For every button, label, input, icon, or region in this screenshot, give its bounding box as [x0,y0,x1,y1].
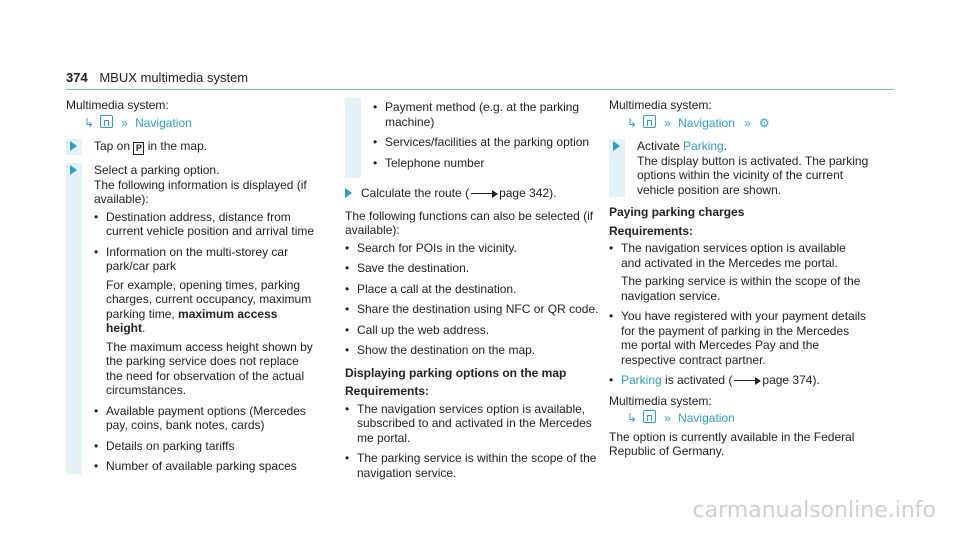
list-item-text: is activated ( [661,373,733,387]
double-chevron-icon: » [664,411,669,425]
page-reference[interactable]: page 342 [499,186,550,200]
function-list [345,241,600,358]
step-text: ). [549,186,557,200]
availability-note: The option is currently available in the Federal Republic of Germany. [609,429,855,458]
step-tap-parking [66,139,316,155]
continued-list-block [345,98,600,178]
list-item: • Save the destination. [345,261,600,276]
sub-text: . [142,321,146,335]
step-text: Activate [637,139,684,153]
requirements-label: Requirements: [609,223,694,238]
list-item: • You have registered with your payment details for the payment of parking in the Mercedes me portal with Mercedes Pay and the respective contract partner. [609,309,869,367]
list-item: • Show the destination on the map. [345,343,600,358]
list-item: • The parking service is within the scope of the navigation service. [345,451,600,480]
menu-path [66,115,316,131]
step-title: Select a parking option. [94,163,220,177]
menu-path [609,115,869,131]
home-icon [100,115,113,128]
step-triangle-icon [613,141,620,151]
list-item: • Place a call at the destination. [345,282,600,297]
step-description: The display button is activated. The parking options within the vicinity of the current vehicle position are shown. [637,153,869,197]
list-item: • Call up the web address. [345,323,600,338]
navigation-link[interactable]: Navigation [678,115,735,130]
sub-text: For example, opening times, parking charges, current occupancy, maximum parking time, [106,277,312,321]
step-text: Tap on [94,139,134,153]
section-heading: Displaying parking options on the map [345,365,567,380]
list-item: • Telephone number [373,156,600,171]
settings-gear-icon[interactable]: ⚙ [758,115,770,130]
list-item-sub [106,278,316,336]
list-item: • Payment method (e.g. at the parking machine) [373,100,600,129]
navigation-link[interactable]: Navigation [135,115,192,130]
page-ref-arrow-icon [471,193,497,194]
step-calculate-route [345,186,600,201]
return-arrow-icon: ↳ [627,411,638,425]
double-chevron-icon: » [744,115,749,130]
home-icon [643,410,656,423]
column-2 [345,98,600,486]
step-triangle-icon [70,141,77,151]
return-arrow-icon: ↳ [627,115,638,130]
list-item-text: Information on the multi-storey car park/car park [106,244,289,273]
home-icon [643,115,656,128]
list-item [94,245,316,398]
list-item [609,373,869,388]
list-item-sub: The parking service is within the scope of the navigation service. [621,274,861,303]
page-header-title: MBUX multimedia system [99,70,249,85]
return-arrow-icon: ↳ [84,115,95,130]
requirements-list [609,241,869,388]
list-item: • Services/facilities at the parking option [373,135,600,150]
step-text: . [723,139,728,153]
step-triangle-icon [345,188,352,198]
list-item: • Details on parking tariffs [94,439,316,454]
section-heading: Paying parking charges [609,205,745,219]
header-rule [66,89,894,90]
multimedia-system-label: Multimedia system: [66,98,169,112]
step-text: Calculate the route ( [361,186,470,200]
parking-link[interactable]: Parking [683,139,724,153]
info-list-continued [373,100,600,170]
multimedia-system-label: Multimedia system: [609,98,712,112]
list-item: • Share the destination using NFC or QR code. [345,302,600,317]
list-item: • Destination address, distance from current vehicle position and arrival time [94,210,316,239]
list-item: • The navigation services option is available, subscribed to and activated in the Mercedes me portal. [345,402,600,446]
list-item: • Available payment options (Mercedes pay, coins, bank notes, cards) [94,404,316,433]
requirements-label: Requirements: [345,384,430,398]
menu-path [609,410,869,426]
double-chevron-icon: » [121,115,126,130]
step-text: in the map. [144,139,208,153]
step-title [637,139,869,154]
parking-icon: P [133,142,144,155]
step-description: The following information is displayed (if available): [94,177,307,206]
step-activate-parking [609,139,869,197]
navigation-link[interactable]: Navigation [678,411,735,425]
list-item [609,241,869,303]
watermark: carmanualsonline.info [692,498,936,523]
page-ref-arrow-icon [734,380,760,381]
step-triangle-icon [70,165,77,175]
list-item-text: ). [812,373,820,387]
multimedia-system-label: Multimedia system: [609,393,712,408]
column-1 [66,98,316,482]
page-header [66,70,248,85]
sub-text-bold: maximum access height [106,306,278,335]
parking-link[interactable]: Parking [621,373,662,387]
page-reference[interactable]: page 374 [762,373,813,387]
requirements-list [345,402,600,481]
step-select-parking [66,163,316,474]
column-3 [609,98,869,459]
list-item: • Number of available parking spaces [94,459,316,474]
info-list [94,210,316,474]
double-chevron-icon: » [664,115,669,130]
list-item: • Search for POIs in the vicinity. [345,241,600,256]
list-item-sub: The maximum access height shown by the parking service does not replace the need for observation of the actual circumstances. [106,339,313,397]
list-item-text: The navigation services option is available and activated in the Mercedes me portal. [621,241,846,270]
also-selectable-text: The following functions can also be selected (if available): [345,208,594,237]
page-number: 374 [66,70,88,85]
